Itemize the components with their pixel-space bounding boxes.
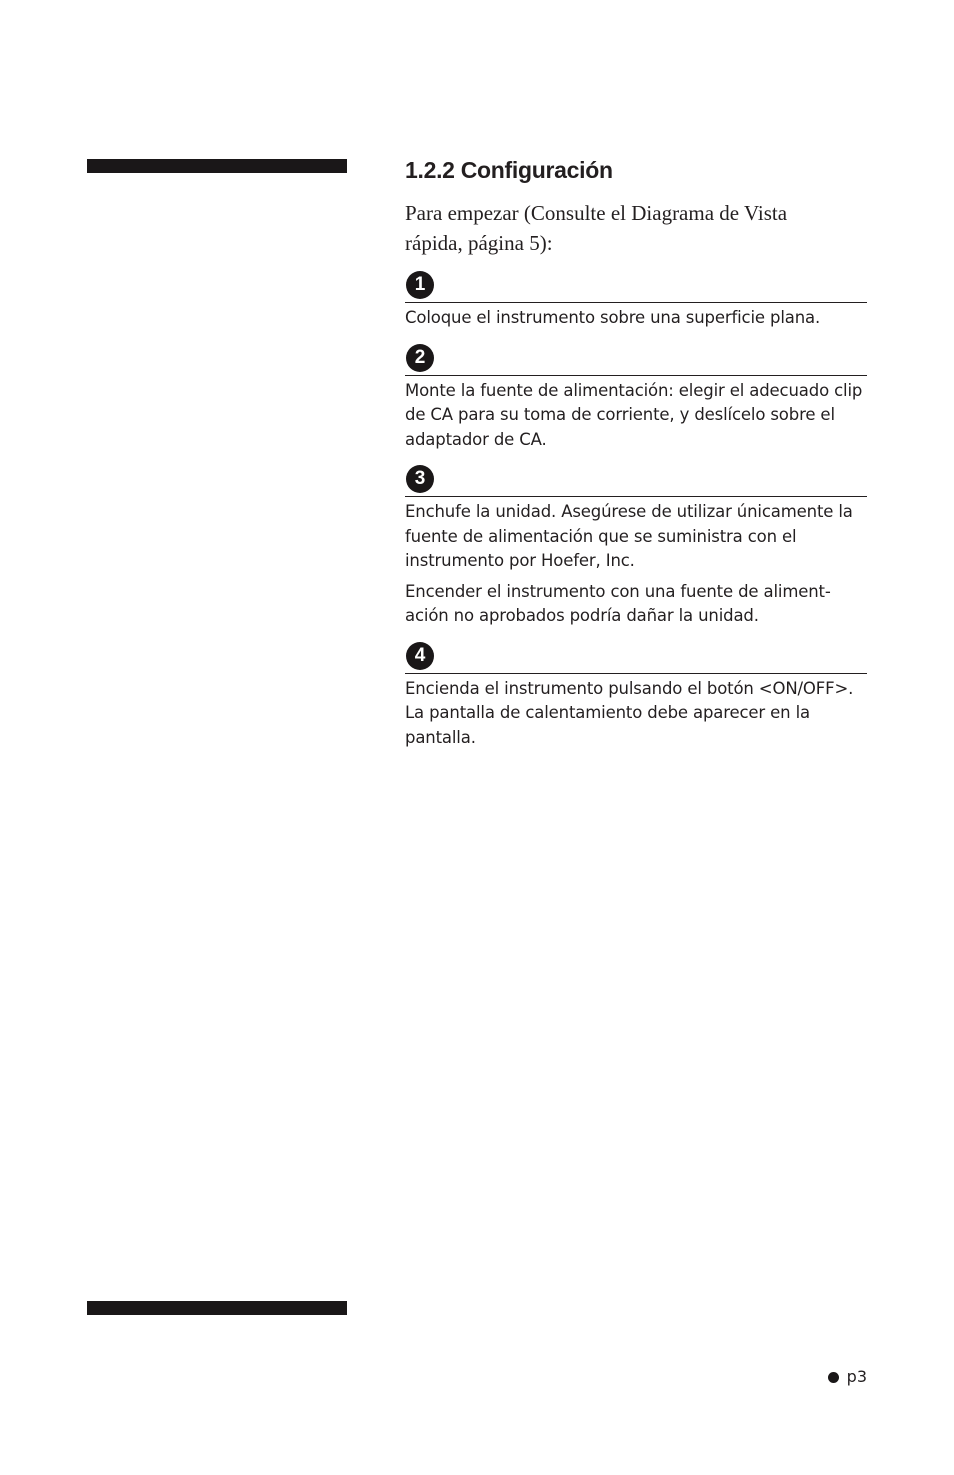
step-header (405, 641, 867, 674)
step-text: Coloque el instrumento sobre una superficie plana. (405, 308, 821, 327)
bottom-margin-bar (87, 1301, 347, 1315)
top-margin-bar (87, 159, 347, 173)
main-content (405, 154, 867, 750)
step-3 (405, 464, 867, 629)
step-text: Encienda el instrumento pulsando el botón <ON/OFF>. La pantalla de calentamiento debe aparecer en la pantalla. (405, 678, 854, 747)
step-2 (405, 343, 867, 453)
step-4 (405, 641, 867, 751)
step-number-badge: 1 (406, 271, 434, 299)
section-title: 1.2.2 Configuración (405, 157, 613, 183)
step-header (405, 464, 867, 497)
step-number-badge: 3 (406, 465, 434, 493)
step-1 (405, 270, 867, 331)
section-intro: Para empezar (Consulte el Diagrama de Vista rápida, página 5): (405, 201, 788, 255)
page-number: p3 (846, 1367, 867, 1386)
page-footer (828, 1366, 867, 1388)
step-text-warning: Encender el instrumento con una fuente de aliment-ación no aprobados podría dañar la unidad. (405, 581, 831, 625)
bullet-dot-icon (828, 1372, 839, 1383)
step-text: Monte la fuente de alimentación: elegir el adecuado clip de CA para su toma de corriente, y deslícelo sobre el adaptador de CA. (405, 380, 863, 449)
step-number-badge: 4 (406, 642, 434, 670)
step-number-badge: 2 (406, 344, 434, 372)
step-text: Enchufe la unidad. Asegúrese de utilizar únicamente la fuente de alimentación que se suministra con el instrumento por Hoefer, Inc. (405, 502, 853, 570)
step-header (405, 270, 867, 303)
step-header (405, 343, 867, 376)
